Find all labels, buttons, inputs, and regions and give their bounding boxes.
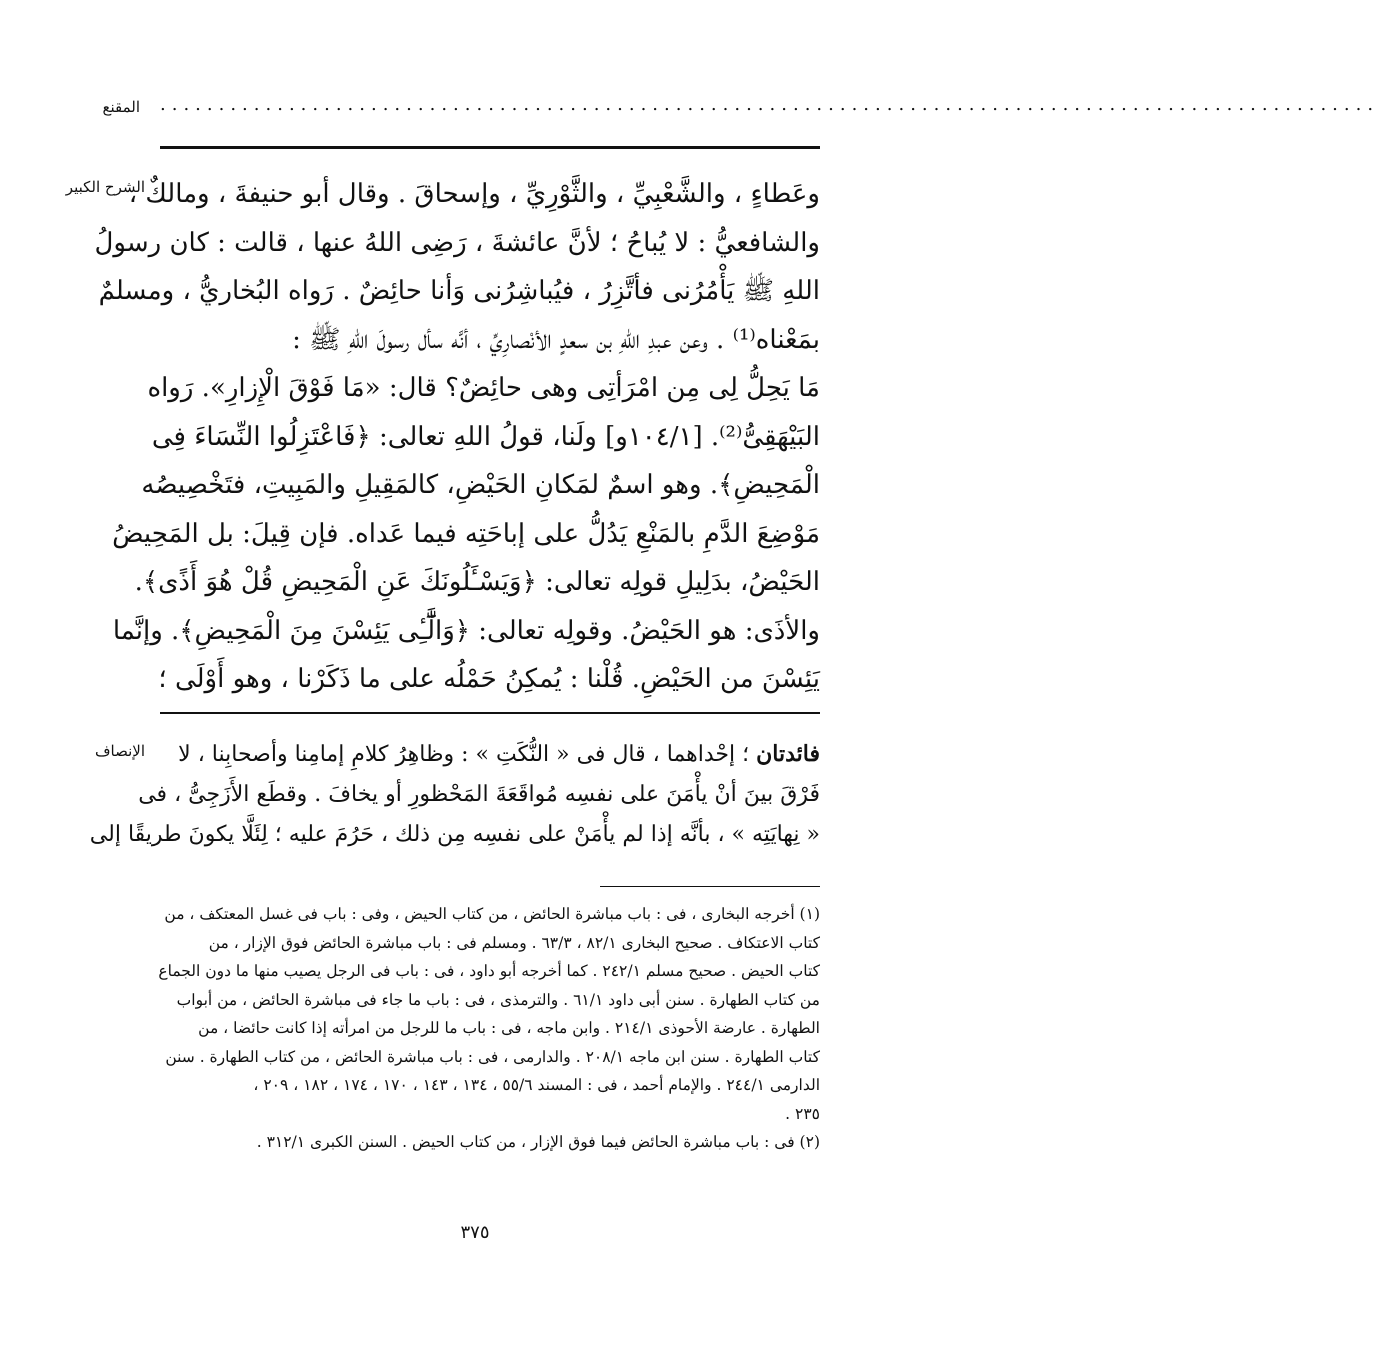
insaf-line-text: ؛ إحْداهما ، قال فى « النُّكَتِ » : وظاهِرُ كلامِ إمامِنا وأصحابِنا ، لا (178, 742, 757, 767)
section-separator-rule (160, 712, 820, 714)
footnotes (155, 900, 820, 1157)
header-dotted-leader: ........................................................................................................ (160, 94, 1379, 115)
footnote-line: الطهارة . عارضة الأحوذى ٢١٤/١ . وابن ماجه ، فى : باب ما للرجل من امرأته إذا كانت حائضا ، من (198, 1019, 820, 1037)
main-line: بمَعْناه⁽¹⁾ . وعن عبدِ اللهِ بن سعدٍ الأنْصارِيِّ ، أنَّه سأل رسولَ اللهِ ﷺ : (292, 324, 820, 355)
main-line: والشافعيُّ : لا يُباحُ ؛ لأنَّ عائشةَ ، رَضِى اللهُ عنها ، قالت : كان رسولُ (94, 227, 820, 258)
insaf-line: « نِهايَتِه » ، بأنَّه إذا لم يأْمَنْ على نفسِه مِن ذلك ، حَرُمَ عليه ؛ لِئَلَّا يكونَ طريقًا إلى (89, 822, 820, 847)
main-line: مَوْضِعَ الدَّمِ بالمَنْعِ يَدُلُّ على إباحَتِه فيما عَداه. فإن قِيلَ: بل المَحِيضُ (112, 518, 820, 549)
main-line: البَيْهَقِىُّ⁽²⁾. [١٠٤/١و] ولَنا، قولُ اللهِ تعالى: ﴿فَاعْتَزِلُوا النِّسَاءَ فِى (151, 421, 820, 452)
main-line: الحَيْضُ، بدَلِيلِ قولِه تعالى: ﴿وَيَسْـَٔلُونَكَ عَنِ الْمَحِيضِ قُلْ هُوَ أَذًى﴾. (134, 567, 820, 597)
footnote-line: كتاب الحيض . صحيح مسلم ٢٤٢/١ . كما أخرجه أبو داود ، فى : باب فى الرجل يصيب منها ما دون الجماع (158, 962, 820, 980)
footnote-line: (١) أخرجه البخارى ، فى : باب مباشرة الحائض ، من كتاب الحيض ، وفى : باب فى غسل المعتكف ، من (164, 905, 820, 923)
main-line: اللهِ ﷺ يَأْمُرُنى فأتَّزِرُ ، فيُباشِرُنى وَأنا حائِضٌ . رَواه البُخاريُّ ، ومسلمٌ (98, 276, 820, 306)
footnote-rule (600, 886, 820, 887)
running-header-title: المقنع (102, 98, 140, 116)
footnote-line: كتاب الطهارة . سنن ابن ماجه ٢٠٨/١ . والدارمى ، فى : باب مباشرة الحائض ، من كتاب الطهارة . سنن (165, 1047, 820, 1066)
page-number: ٣٧٥ (460, 1222, 490, 1243)
main-line: الْمَحِيضِ﴾. وهو اسمٌ لمَكانِ الحَيْضِ، كالمَقِيلِ والمَبِيتِ، فتَخْصِيصُه (141, 470, 820, 500)
margin-label-sharh: الشرح الكبير (65, 178, 145, 196)
insaf-bold-heading: فائدتان (756, 741, 820, 767)
insaf-line (155, 734, 820, 775)
footnote-line: (٢) فى : باب مباشرة الحائض فيما فوق الإزار ، من كتاب الحيض . السنن الكبرى ٣١٢/١ . (256, 1133, 820, 1151)
header-rule (160, 146, 820, 149)
main-line: يَئِسْنَ من الحَيْضِ. قُلْنا : يُمكِنُ حَمْلُه على ما ذَكَرْنا ، وهو أَوْلَى ؛ (158, 664, 820, 694)
footnote-line: من كتاب الطهارة . سنن أبى داود ٦١/١ . والترمذى ، فى : باب ما جاء فى مباشرة الحائض ، من أبواب (176, 990, 820, 1009)
main-line: مَا يَحِلُّ لِى مِن امْرَأتِى وهى حائِضٌ؟ قال: «مَا فَوْقَ الْإِزارِ». رَواه (147, 373, 820, 403)
footnote-line: الدارمى ٢٤٤/١ . والإمام أحمد ، فى : المسند ٥٥/٦ ، ١٣٤ ، ١٤٣ ، ١٧٠ ، ١٧٤ ، ١٨٢ ، ٢٠٩ ، (253, 1076, 820, 1094)
footnote-line: ٢٣٥ . (785, 1104, 820, 1123)
main-line: وعَطاءٍ ، والشَّعْبِيِّ ، والثَّوْرِيِّ ، وإسحاقَ . وقال أبو حنيفةَ ، ومالكٌ ، (128, 179, 820, 209)
margin-label-insaf: الإنصاف (94, 742, 145, 760)
insaf-line: فَرْقَ بينَ أنْ يأْمَنَ على نفسِه مُواقَعَةَ المَحْظورِ أو يخافَ . وقطَع الأَزَجِىُّ ، فى (138, 782, 820, 807)
main-line: والأذَى: هو الحَيْضُ. وقولِه تعالى: ﴿وَالَّٰٓـِٔى يَئِسْنَ مِنَ الْمَحِيضِ﴾. وإنَّما (112, 615, 820, 646)
footnote-line: كتاب الاعتكاف . صحيح البخارى ٨٢/١ ، ٦٣/٣ . ومسلم فى : باب مباشرة الحائض فوق الإزار ، من (208, 933, 820, 952)
